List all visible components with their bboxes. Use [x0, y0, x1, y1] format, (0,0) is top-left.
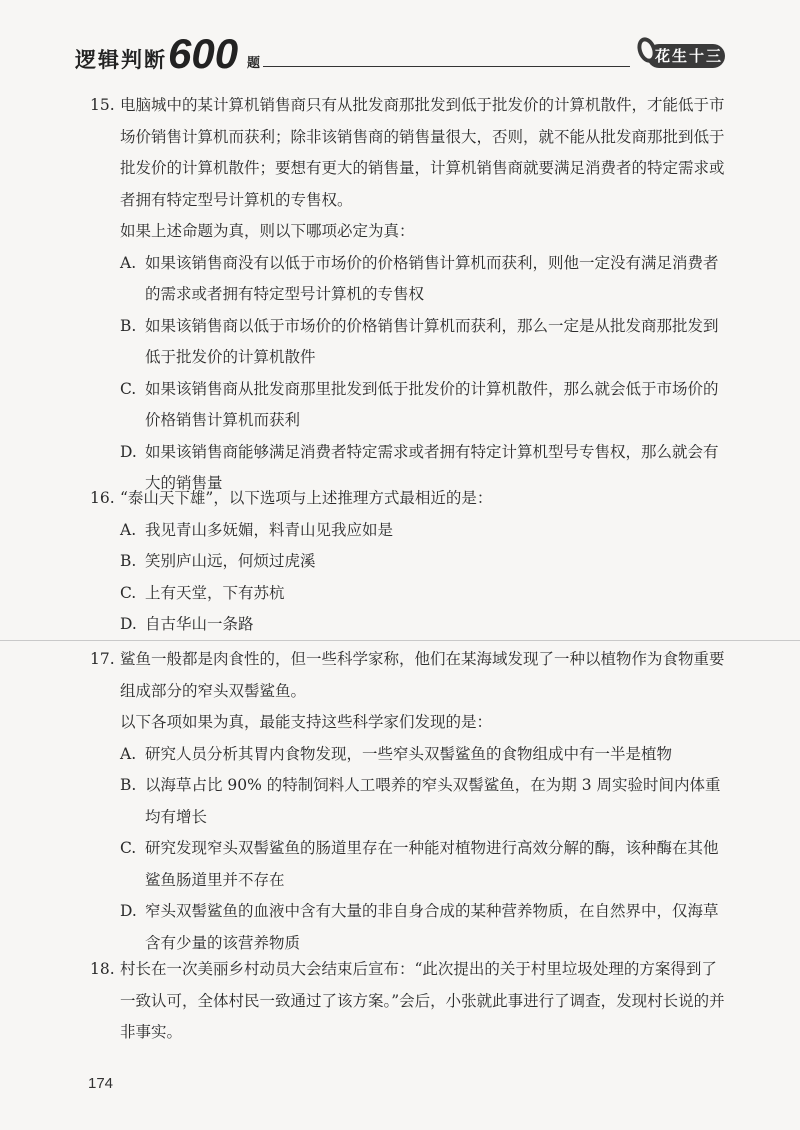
page-number: 174 — [88, 1075, 114, 1092]
question-18 — [90, 954, 730, 1049]
option-text: 如果该销售商没有以低于市场价的价格销售计算机而获利，则他一定没有满足消费者的需求或者拥有特定型号计算机的专售权 — [145, 253, 719, 303]
book-title-number: 600 — [168, 30, 239, 77]
option-text: 我见青山多妩媚，料青山见我应如是 — [145, 520, 394, 539]
question-prompt: 如果上述命题为真，则以下哪项必定为真： — [120, 222, 415, 240]
page-header — [75, 30, 725, 77]
option-letter: B. — [120, 316, 137, 335]
book-title-suffix: 题 — [247, 56, 261, 71]
question-number: 16. — [90, 489, 115, 507]
option-text: 研究人员分析其胃内食物发现，一些窄头双髻鲨鱼的食物组成中有一半是植物 — [145, 744, 673, 763]
question-16 — [90, 483, 730, 641]
option-letter: C. — [120, 379, 137, 398]
question-stem: “泰山天下雄”，以下选项与上述推理方式最相近的是： — [120, 489, 493, 507]
option-text: 如果该销售商从批发商那里批发到低于批发价的计算机散件，那么就会低于市场价的价格销售计算机而获利 — [145, 379, 719, 429]
option-a — [90, 515, 730, 547]
option-letter: D. — [120, 902, 137, 920]
option-letter: A. — [120, 253, 137, 272]
question-stem: 电脑城中的某计算机销售商只有从批发商那批发到低于批发价的计算机散件，才能低于市场价销售计算机而获利；除非该销售商的销售量很大，否则，就不能从批发商那批到低于批发价的计算机散件；要想有更大的销售量，计算机销售商就要满足消费者的特定需求或者拥有特定型号计算机的专售权。 — [120, 96, 725, 209]
option-b — [90, 546, 730, 578]
option-letter: C. — [120, 583, 137, 602]
option-d — [90, 896, 730, 959]
question-number: 18. — [90, 960, 115, 978]
question-prompt: 以下各项如果为真，最能支持这些科学家们发现的是： — [120, 713, 493, 731]
option-letter: A. — [120, 744, 137, 763]
author-badge-label: 花生十三 — [655, 47, 724, 65]
option-letter: B. — [120, 552, 137, 570]
option-b — [90, 311, 730, 374]
option-text: 窄头双髻鲨鱼的血液中含有大量的非自身合成的某种营养物质，在自然界中，仅海草含有少量的该营养物质 — [145, 902, 719, 952]
option-letter: B. — [120, 776, 137, 794]
option-text: 如果该销售商能够满足消费者特定需求或者拥有特定计算机型号专售权，那么就会有大的销售量 — [145, 442, 719, 492]
option-a — [90, 739, 730, 771]
question-stem: 鲨鱼一般都是肉食性的，但一些科学家称，他们在某海域发现了一种以植物作为食物重要组成部分的窄头双髻鲨鱼。 — [120, 650, 725, 700]
scan-fold-line — [0, 640, 800, 641]
option-text: 上有天堂，下有苏杭 — [145, 583, 285, 602]
option-text: 如果该销售商以低于市场价的价格销售计算机而获利，那么一定是从批发商那批发到低于批发价的计算机散件 — [145, 316, 719, 366]
author-badge — [633, 42, 725, 66]
book-title: 逻辑判断 — [75, 48, 167, 72]
option-c — [90, 833, 730, 896]
option-c — [90, 578, 730, 610]
question-17 — [90, 644, 730, 959]
option-text: 笑别庐山远，何烦过虎溪 — [145, 552, 316, 570]
option-text: 以海草占比 90% 的特制饲料人工喂养的窄头双髻鲨鱼，在为期 3 周实验时间内体重均有增长 — [145, 776, 721, 826]
option-c — [90, 374, 730, 437]
option-d — [90, 609, 730, 641]
option-a — [90, 248, 730, 311]
header-rule — [263, 66, 630, 67]
question-number: 15. — [90, 96, 115, 114]
option-text: 自古华山一条路 — [145, 615, 254, 633]
question-15 — [90, 90, 730, 500]
option-letter: C. — [120, 839, 137, 857]
question-stem: 村长在一次美丽乡村动员大会结束后宣布：“此次提出的关于村里垃圾处理的方案得到了一致认可，全体村民一致通过了该方案。”会后，小张就此事进行了调查，发现村长说的并非事实。 — [120, 960, 725, 1041]
question-number: 17. — [90, 650, 115, 668]
option-letter: D. — [120, 442, 137, 461]
option-text: 研究发现窄头双髻鲨鱼的肠道里存在一种能对植物进行高效分解的酶，该种酶在其他鲨鱼肠道里并不存在 — [145, 839, 719, 889]
option-b — [90, 770, 730, 833]
option-letter: A. — [120, 520, 137, 539]
option-letter: D. — [120, 615, 137, 633]
